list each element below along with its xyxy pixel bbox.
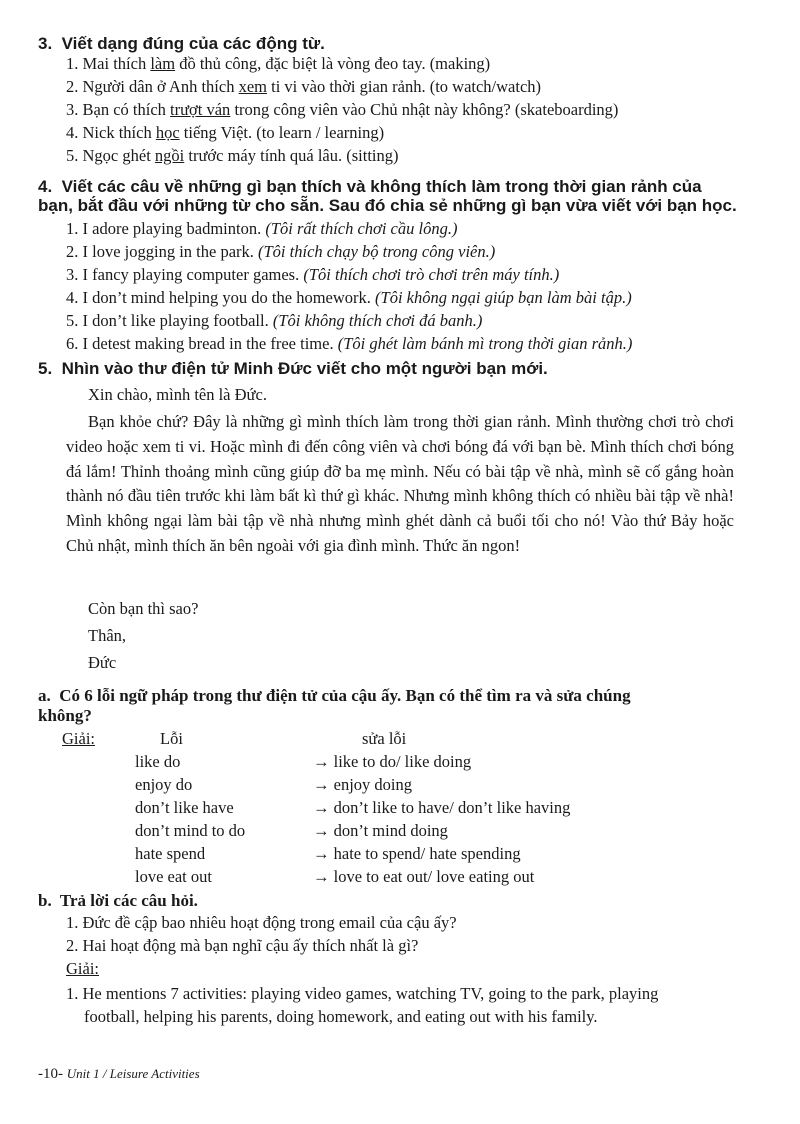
s3-item-5	[66, 145, 399, 167]
item-text: Mai thích	[82, 54, 147, 73]
fix-cell	[313, 866, 534, 888]
error-column-header: Lỗi	[160, 729, 183, 748]
question-2: 2. Hai hoạt động mà bạn nghĩ cậu ấy thích nhất là gì?	[66, 936, 419, 955]
part-title-line-1: Có 6 lỗi ngữ pháp trong thư điện tử của cậu ấy. Bạn có thể tìm ra và sửa chúng	[59, 686, 631, 705]
fix-cell	[313, 797, 570, 819]
arrow-icon: →	[313, 821, 330, 840]
item-text: Ngọc ghét	[82, 146, 151, 165]
vietnamese-translation: (Tôi không thích chơi đá banh.)	[272, 311, 483, 330]
item-text: trong công viên vào Chủ nhật này không? (skateboarding)	[234, 100, 619, 119]
section-number: 4.	[38, 177, 53, 196]
fix-text: love to eat out/ love eating out	[333, 867, 535, 886]
item-text: Người dân ở Anh thích	[82, 77, 235, 96]
fix-cell	[313, 843, 521, 865]
section-4-heading	[38, 177, 702, 197]
item-number: 2.	[66, 242, 79, 261]
item-text: ti vi vào thời gian rảnh. (to watch/watch)	[271, 77, 542, 96]
english-sentence: I detest making bread in the free time.	[82, 334, 334, 353]
error-cell: don’t like have	[135, 798, 234, 817]
vietnamese-translation: (Tôi không ngại giúp bạn làm bài tập.)	[375, 288, 632, 307]
underlined-verb: ngồi	[154, 146, 185, 165]
item-number: 3.	[66, 100, 79, 119]
page-footer	[38, 1066, 200, 1083]
s4-item-3	[66, 264, 559, 286]
fix-text: enjoy doing	[333, 775, 412, 794]
english-sentence: I love jogging in the park.	[82, 242, 254, 261]
s4-item-5	[66, 310, 482, 332]
arrow-icon: →	[313, 844, 330, 863]
part-b-heading	[38, 891, 198, 911]
section-3-heading	[38, 34, 325, 54]
item-text: đồ thủ công, đặc biệt là vòng đeo tay. (making)	[179, 54, 491, 73]
s3-item-1	[66, 53, 490, 75]
underlined-verb: trượt ván	[170, 100, 231, 119]
fix-cell	[313, 820, 448, 842]
item-number: 4.	[66, 288, 79, 307]
item-text: Nick thích	[82, 123, 152, 142]
item-number: 3.	[66, 265, 79, 284]
vietnamese-translation: (Tôi thích chơi trò chơi trên máy tính.)	[303, 265, 560, 284]
page-number: -10-	[38, 1066, 63, 1082]
section-number: 5.	[38, 359, 53, 378]
fix-text: don’t mind doing	[333, 821, 448, 840]
error-cell: love eat out	[135, 867, 212, 886]
s3-item-3	[66, 99, 618, 121]
email-closing-question: Còn bạn thì sao?	[88, 599, 199, 618]
s3-item-2	[66, 76, 541, 98]
error-cell: like do	[135, 752, 181, 771]
vietnamese-translation: (Tôi ghét làm bánh mì trong thời gian rảnh.)	[337, 334, 633, 353]
solution-label: Giải:	[66, 959, 99, 978]
vietnamese-translation: (Tôi rất thích chơi cầu lông.)	[265, 219, 458, 238]
email-body: Bạn khỏe chứ? Đây là những gì mình thích làm trong thời gian rảnh. Mình thường chơi trò chơi video hoặc xem ti vi. Hoặc mình đi đến công viên và chơi bóng đá với bạn bè. Mình thích chơi bóng đá lắm! Thỉnh thoảng mình cũng giúp đỡ ba mẹ mình. Nếu có bài tập về nhà, mình sẽ cố gắng hoàn thành nó đầu tiên trước khi làm bất kì thứ gì khác. Nhưng mình không thích có nhiều bài tập về nhà! Mình không ngại làm bài tập về nhà nhưng mình ghét dành cả buổi tối cho nó! Vào thứ Bảy hoặc Chủ nhật, mình thích ăn bên ngoài với gia đình mình. Thức ăn ngon!	[66, 412, 734, 555]
section-title-line-1: Viết các câu về những gì bạn thích và không thích làm trong thời gian rảnh của	[61, 177, 702, 196]
error-cell: don’t mind to do	[135, 821, 246, 840]
answer-line-1: 1. He mentions 7 activities: playing video games, watching TV, going to the park, playing	[66, 984, 659, 1003]
s4-item-2	[66, 241, 495, 263]
arrow-icon: →	[313, 798, 330, 817]
answer-line-2: football, helping his parents, doing homework, and eating out with his family.	[84, 1007, 598, 1026]
item-number: 1.	[66, 54, 79, 73]
section-title: Viết dạng đúng của các động từ.	[61, 34, 325, 53]
section-5-heading	[38, 359, 548, 379]
english-sentence: I don’t like playing football.	[82, 311, 269, 330]
vietnamese-translation: (Tôi thích chạy bộ trong công viên.)	[258, 242, 496, 261]
item-number: 6.	[66, 334, 79, 353]
item-text: tiếng Việt. (to learn / learning)	[183, 123, 385, 142]
email-greeting: Xin chào, mình tên là Đức.	[88, 385, 267, 404]
email-signature: Đức	[88, 653, 117, 672]
item-text: trước máy tính quá lâu. (sitting)	[188, 146, 399, 165]
arrow-icon: →	[313, 867, 330, 886]
arrow-icon: →	[313, 752, 330, 771]
item-text: Bạn có thích	[82, 100, 166, 119]
part-a-heading	[38, 686, 631, 706]
error-cell: hate spend	[135, 844, 206, 863]
unit-label: Unit 1 / Leisure Activities	[66, 1066, 200, 1081]
s3-item-4	[66, 122, 384, 144]
question-1: 1. Đức đề cập bao nhiêu hoạt động trong email của cậu ấy?	[66, 913, 457, 932]
underlined-verb: học	[155, 123, 180, 142]
arrow-icon: →	[313, 775, 330, 794]
part-label: a.	[38, 686, 51, 705]
fix-cell	[313, 751, 471, 773]
email-sign-off: Thân,	[88, 626, 127, 645]
english-sentence: I fancy playing computer games.	[82, 265, 300, 284]
fix-text: don’t like to have/ don’t like having	[333, 798, 571, 817]
section-number: 3.	[38, 34, 53, 53]
item-number: 2.	[66, 77, 79, 96]
item-number: 5.	[66, 146, 79, 165]
part-label: b.	[38, 891, 52, 910]
fix-cell	[313, 774, 412, 796]
section-title-line-2: bạn, bắt đầu với những từ cho sẵn. Sau đó chia sẻ những gì bạn vừa viết với bạn học.	[38, 196, 737, 215]
part-a-heading-line-2: không?	[38, 706, 92, 725]
s4-item-1	[66, 218, 457, 240]
item-number: 5.	[66, 311, 79, 330]
underlined-verb: xem	[238, 77, 268, 96]
section-title: Nhìn vào thư điện tử Minh Đức viết cho một người bạn mới.	[61, 359, 548, 378]
item-number: 1.	[66, 219, 79, 238]
s4-item-4	[66, 287, 632, 309]
section-4-heading-line-2	[38, 196, 737, 216]
underlined-verb: làm	[150, 54, 176, 73]
s4-item-6	[66, 333, 632, 355]
fix-text: hate to spend/ hate spending	[333, 844, 521, 863]
english-sentence: I don’t mind helping you do the homework.	[82, 288, 371, 307]
solution-label: Giải:	[62, 729, 95, 748]
fix-text: like to do/ like doing	[333, 752, 472, 771]
error-cell: enjoy do	[135, 775, 193, 794]
english-sentence: I adore playing badminton.	[82, 219, 262, 238]
fix-column-header: sửa lỗi	[362, 729, 407, 748]
item-number: 4.	[66, 123, 79, 142]
part-title: Trả lời các câu hỏi.	[59, 891, 198, 910]
